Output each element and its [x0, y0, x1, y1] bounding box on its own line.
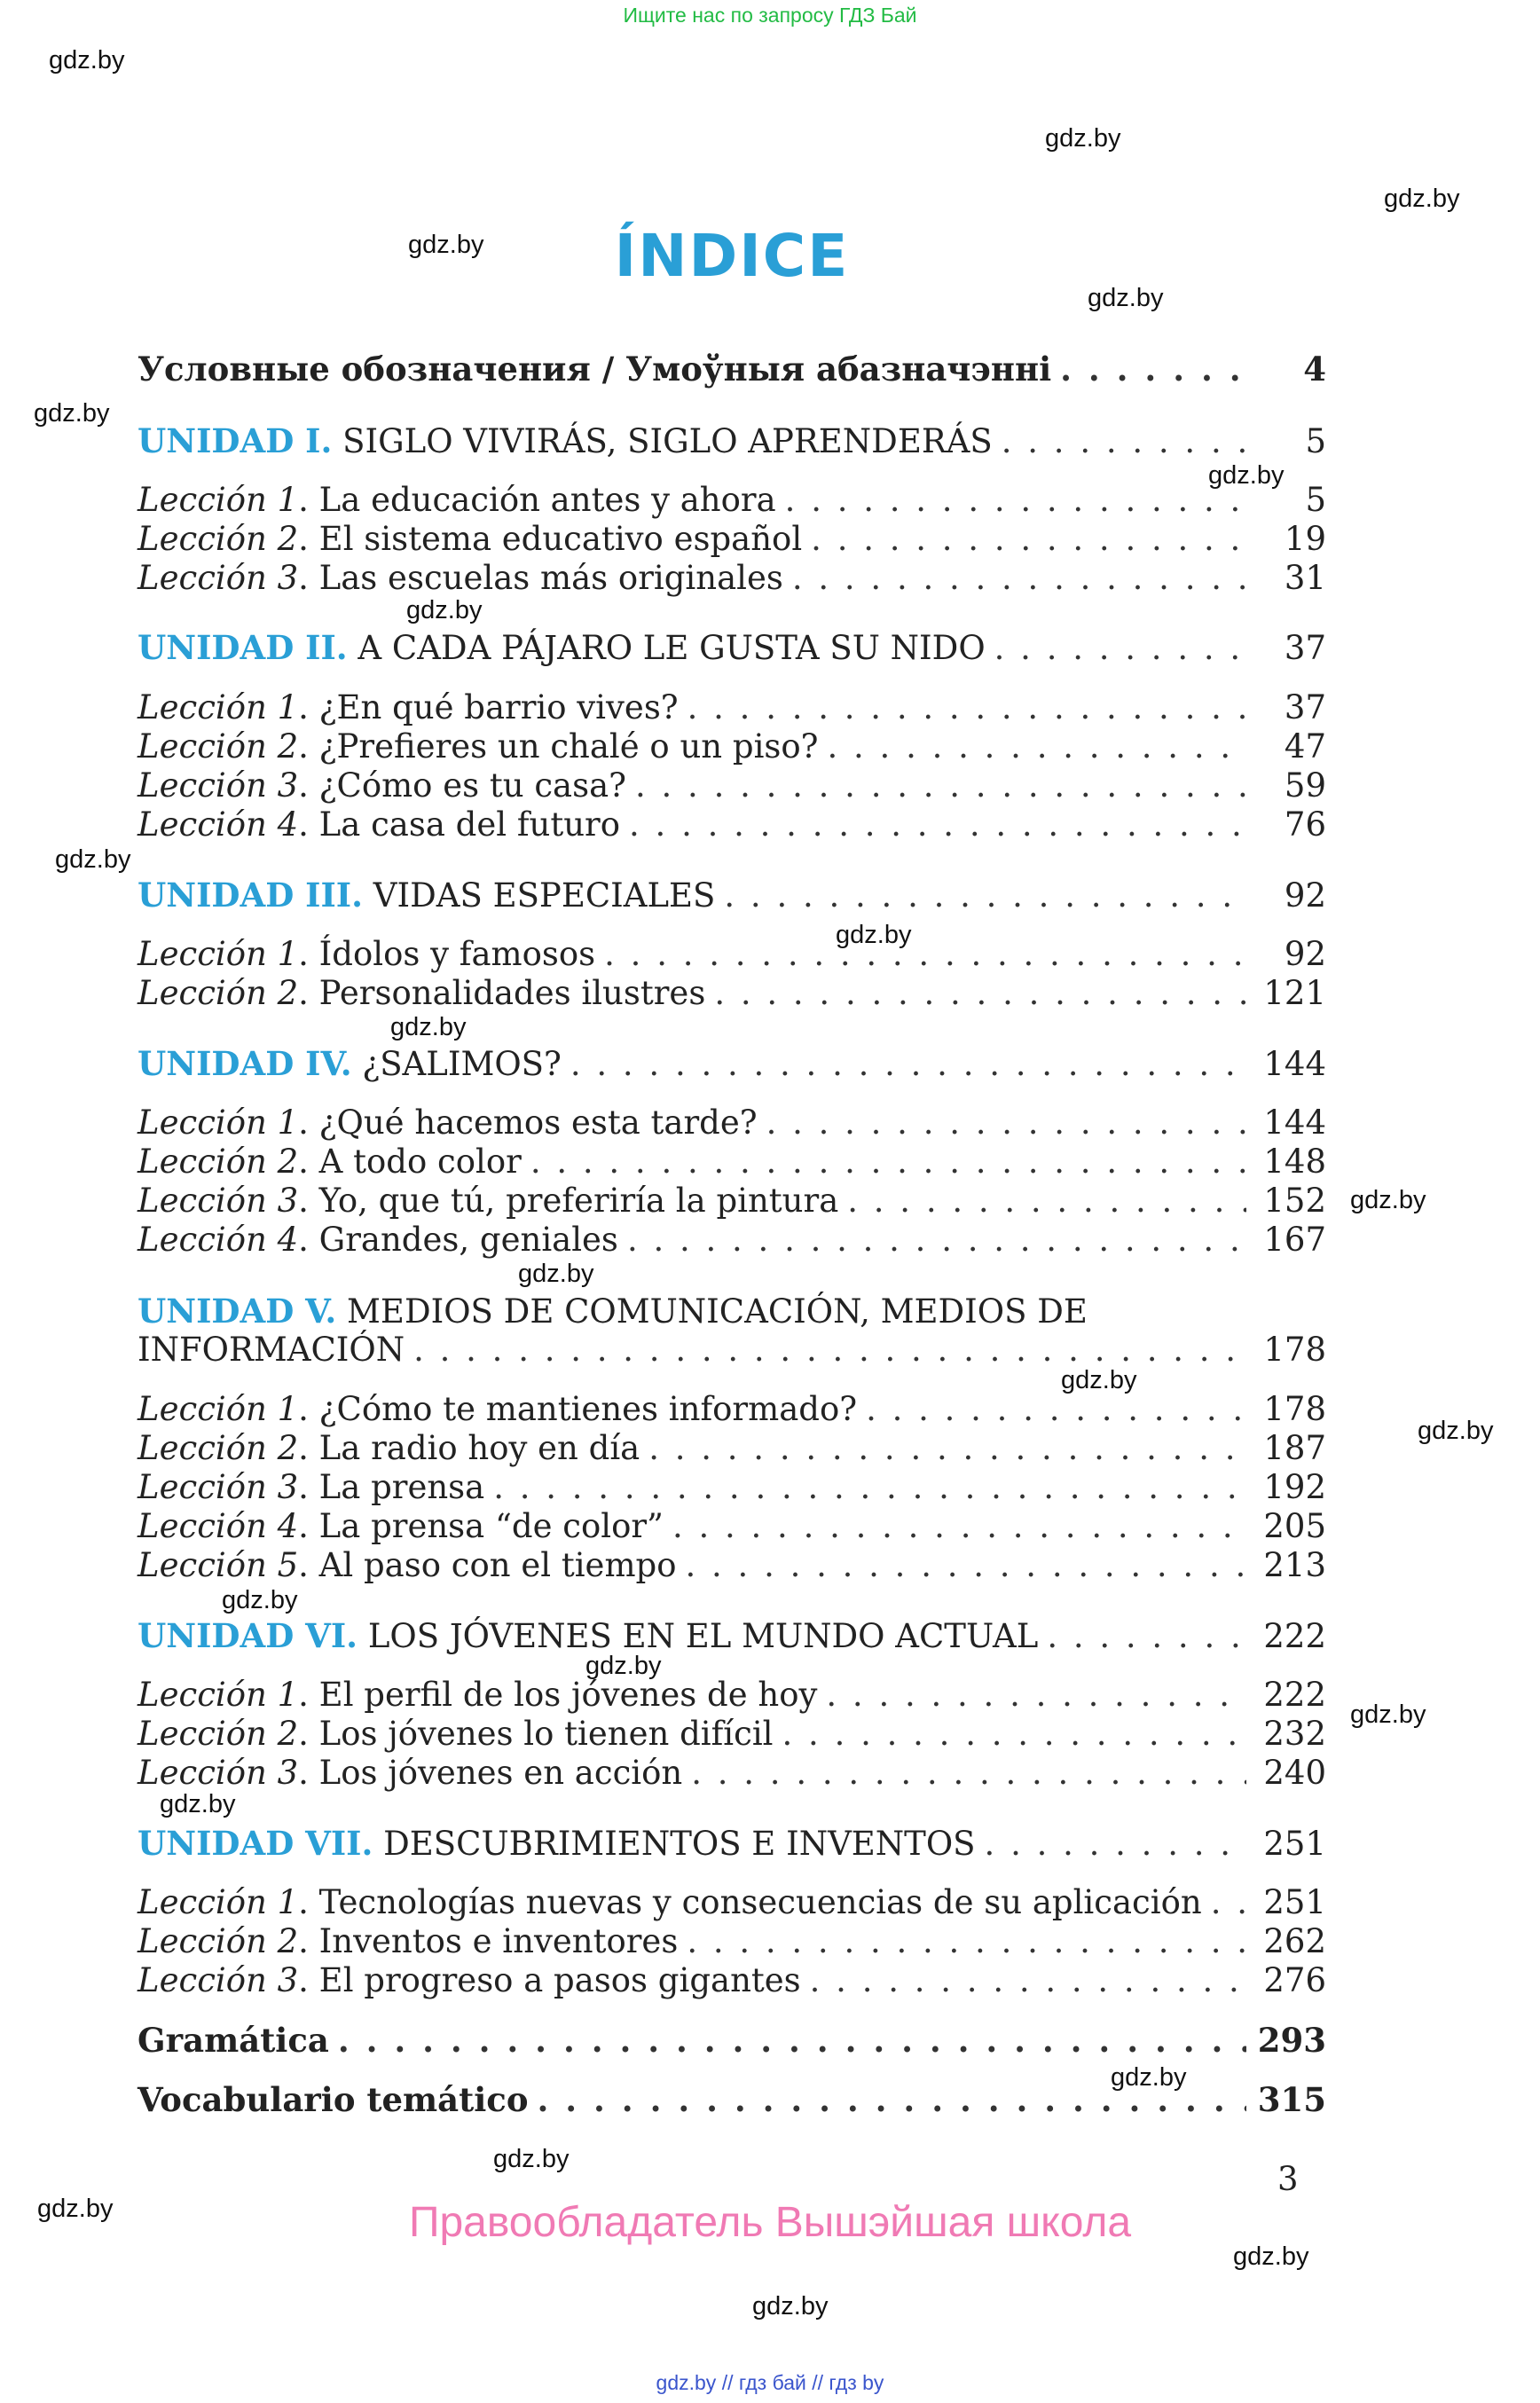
toc-row-text: [138, 1546, 677, 1585]
toc-row-text: [138, 1754, 682, 1793]
toc-row-unit: [138, 628, 1326, 667]
toc-row-text: [138, 1221, 618, 1260]
dot-leader: [994, 629, 1246, 668]
dot-leader: [1211, 1883, 1246, 1922]
dot-leader: [724, 876, 1246, 915]
watermark: gdz.by: [406, 596, 483, 624]
watermark: gdz.by: [34, 399, 110, 428]
watermark: gdz.by: [493, 2145, 570, 2173]
toc-row-lesson: [138, 1961, 1326, 2000]
watermark: gdz.by: [585, 1652, 662, 1680]
toc-row-text: [138, 1922, 678, 1961]
lesson-title: . ¿Cómo es tu casa?: [298, 766, 626, 805]
dot-leader: [627, 1221, 1246, 1260]
toc-row-text: [138, 520, 802, 559]
dot-leader: [866, 1390, 1246, 1429]
watermark: gdz.by: [49, 46, 125, 75]
toc-row-text: Gramática: [138, 2021, 329, 2060]
unit-title: MEDIOS DE COMUNICACIÓN, MEDIOS DE: [347, 1292, 1088, 1331]
dot-leader: [530, 1143, 1246, 1182]
lesson-label: Lección 4: [138, 1507, 299, 1545]
toc-row-lesson: [138, 1546, 1326, 1585]
toc-row-text: [138, 481, 776, 520]
toc-page-number: 178: [1263, 1331, 1326, 1369]
lesson-label: Lección 3: [138, 1754, 299, 1792]
lesson-label: Lección 5: [138, 1546, 299, 1584]
toc-row-lesson: [138, 520, 1326, 559]
watermark: gdz.by: [1418, 1417, 1494, 1445]
unit-title: DESCUBRIMIENTOS E INVENTOS: [383, 1825, 976, 1863]
dot-leader: [413, 1331, 1246, 1370]
toc-page-number: 251: [1263, 1883, 1326, 1921]
toc-page-number: 37: [1284, 688, 1326, 726]
lesson-title: . Al paso con el tiempo: [298, 1546, 677, 1584]
lesson-title: . ¿Cómo te mantienes informado?: [298, 1390, 858, 1428]
dot-leader: [604, 935, 1246, 974]
toc-row-unit: [138, 1044, 1326, 1083]
lesson-label: Lección 2: [138, 974, 299, 1012]
toc-page-number: 240: [1263, 1754, 1326, 1792]
toc-row-grammar: [138, 2021, 1326, 2060]
toc-page-number: 144: [1263, 1045, 1326, 1083]
toc-row-text: [138, 1715, 774, 1754]
lesson-title: . Grandes, geniales: [298, 1221, 618, 1259]
toc-row-lesson: [138, 1468, 1326, 1507]
toc-row-text: Vocabulario temático: [138, 2080, 529, 2119]
toc-row-lesson: [138, 1922, 1326, 1961]
watermark: gdz.by: [1384, 185, 1460, 213]
lesson-label: Lección 1: [138, 1390, 299, 1428]
copyright-holder: Правообладатель Вышэйшая школа: [408, 2199, 1132, 2246]
lesson-title: . ¿En qué barrio vives?: [298, 688, 679, 726]
lesson-label: Lección 2: [138, 1143, 299, 1181]
watermark: gdz.by: [1350, 1186, 1426, 1214]
toc-page-number: 262: [1263, 1922, 1326, 1960]
toc-page-number: 192: [1263, 1468, 1326, 1506]
lesson-label: Lección 3: [138, 559, 299, 597]
unit-label: UNIDAD VI.: [138, 1616, 358, 1655]
toc-row-lesson: [138, 481, 1326, 520]
toc-row-text: Условные обозначения / Умоўныя абазначэнні: [138, 349, 1052, 389]
toc-row-text: [138, 1676, 817, 1715]
toc-row-unit-heading: [138, 1292, 1088, 1331]
toc-row-text: [138, 727, 819, 766]
lesson-label: Lección 2: [138, 1715, 299, 1753]
lesson-title: . Tecnologías nuevas y consecuencias de su aplicación: [298, 1883, 1202, 1921]
lesson-title: . Ídolos y famosos: [298, 935, 596, 973]
toc-page-number: 293: [1257, 2021, 1326, 2060]
toc-page-number: 315: [1257, 2080, 1326, 2119]
watermark: gdz.by: [160, 1790, 236, 1818]
toc-row-lesson: [138, 974, 1326, 1013]
search-hint-banner: Ищите нас по запросу ГДЗ Бай: [623, 4, 917, 27]
toc-page-number: 167: [1263, 1221, 1326, 1259]
unit-label: UNIDAD IV.: [138, 1044, 352, 1083]
unit-title: ¿SALIMOS?: [362, 1045, 562, 1083]
toc-row-unit: [138, 1331, 1326, 1370]
unit-label: UNIDAD V.: [138, 1292, 337, 1331]
dot-leader: [538, 2080, 1246, 2119]
toc-page-number: 276: [1263, 1961, 1326, 1999]
toc-row-text: [138, 876, 715, 915]
toc-page-number: 121: [1263, 974, 1326, 1012]
toc-row-symbols: [138, 349, 1326, 389]
dot-leader: [847, 1182, 1246, 1221]
toc-page-number: 222: [1263, 1676, 1326, 1714]
toc-page-number: 5: [1305, 481, 1326, 519]
dot-leader: [714, 974, 1246, 1013]
lesson-label: Lección 4: [138, 805, 299, 844]
toc-row-text: [138, 1143, 522, 1182]
unit-label: UNIDAD I.: [138, 421, 333, 460]
toc-row-text: [138, 421, 993, 461]
toc-row-lesson: [138, 1429, 1326, 1468]
toc-row-lesson: [138, 1715, 1326, 1754]
dot-leader: [1060, 349, 1246, 389]
lesson-title: . ¿Qué hacemos esta tarde?: [298, 1103, 758, 1142]
watermark: gdz.by: [1088, 284, 1164, 312]
lesson-label: Lección 1: [138, 935, 299, 973]
lesson-title: . La casa del futuro: [298, 805, 621, 844]
toc-page-number: 37: [1284, 629, 1326, 667]
dot-leader: [686, 1546, 1247, 1585]
dot-leader: [828, 727, 1246, 766]
unit-label: UNIDAD III.: [138, 876, 363, 915]
toc-page-number: 4: [1303, 349, 1326, 389]
lesson-title: . El perfil de los jóvenes de hoy: [298, 1676, 818, 1714]
lesson-label: Lección 2: [138, 727, 299, 766]
dot-leader: [766, 1103, 1246, 1143]
dot-leader: [1002, 422, 1246, 461]
toc-page-number: 251: [1263, 1825, 1326, 1863]
lesson-title: . La prensa: [298, 1468, 485, 1506]
lesson-label: Lección 2: [138, 1429, 299, 1467]
toc-row-text: [138, 1103, 758, 1143]
footer-links[interactable]: gdz.by // гдз бай // гдз by: [656, 2371, 884, 2394]
watermark: gdz.by: [1233, 2242, 1309, 2271]
toc-row-lesson: [138, 1883, 1326, 1922]
toc-row-text: [138, 1182, 838, 1221]
lesson-title: . La prensa “de color”: [298, 1507, 664, 1545]
lesson-label: Lección 3: [138, 1182, 299, 1220]
lesson-title: . El progreso a pasos gigantes: [298, 1961, 801, 1999]
unit-label: UNIDAD II.: [138, 628, 348, 667]
toc-page-number: 152: [1263, 1182, 1326, 1220]
lesson-label: Lección 2: [138, 520, 299, 558]
watermark: gdz.by: [408, 231, 484, 259]
lesson-title: . Los jóvenes lo tienen difícil: [298, 1715, 774, 1753]
lesson-label: Lección 3: [138, 1468, 299, 1506]
toc-row-text: [138, 935, 595, 974]
toc-row-unit: [138, 876, 1326, 915]
toc-row-unit: [138, 1824, 1326, 1863]
lesson-label: Lección 1: [138, 1676, 299, 1714]
watermark: gdz.by: [222, 1586, 298, 1614]
dot-leader: [672, 1507, 1246, 1546]
watermark: gdz.by: [836, 921, 912, 949]
dot-leader: [810, 1961, 1246, 2000]
toc-row-text: [138, 1044, 562, 1084]
dot-leader: [691, 1754, 1246, 1793]
toc-page-number: 31: [1284, 559, 1326, 597]
lesson-label: Lección 4: [138, 1221, 299, 1259]
toc-row-lesson: [138, 727, 1326, 766]
lesson-title: . Personalidades ilustres: [298, 974, 706, 1012]
toc-row-lesson: [138, 766, 1326, 805]
toc-row-text: [138, 1507, 664, 1546]
toc-row-text: [138, 1824, 976, 1864]
toc-row-unit: [138, 421, 1326, 460]
watermark: gdz.by: [390, 1013, 467, 1041]
watermark: gdz.by: [518, 1260, 594, 1288]
lesson-label: Lección 3: [138, 1961, 299, 1999]
toc-row-lesson: [138, 1754, 1326, 1793]
dot-leader: [1047, 1617, 1246, 1656]
toc-row-lesson: [138, 1103, 1326, 1143]
toc-row-lesson: [138, 688, 1326, 727]
lesson-label: Lección 1: [138, 688, 299, 726]
toc-page-number: 5: [1305, 422, 1326, 460]
dot-leader: [785, 481, 1246, 520]
toc-row-lesson: [138, 1676, 1326, 1715]
dot-leader: [687, 1922, 1246, 1961]
toc-page-number: 59: [1284, 766, 1326, 805]
dot-leader: [493, 1468, 1246, 1507]
dot-leader: [635, 766, 1246, 805]
lesson-label: Lección 1: [138, 1883, 299, 1921]
toc-page-number: 92: [1284, 935, 1326, 973]
toc-page-number: 92: [1284, 876, 1326, 915]
toc-row-text: [138, 1883, 1202, 1922]
toc-row-text: [138, 1961, 801, 2000]
page-number: 3: [1277, 2160, 1299, 2198]
unit-label: UNIDAD VII.: [138, 1824, 373, 1863]
toc-row-text: [138, 1429, 640, 1468]
dot-leader: [629, 805, 1246, 844]
dot-leader: [688, 688, 1246, 727]
toc-row-lesson: [138, 805, 1326, 844]
toc-row-lesson: [138, 559, 1326, 598]
watermark: gdz.by: [1061, 1366, 1137, 1394]
watermark: gdz.by: [1208, 461, 1285, 490]
unit-title: VIDAS ESPECIALES: [373, 876, 716, 915]
dot-leader: [811, 520, 1246, 559]
toc-page-number: 148: [1263, 1143, 1326, 1181]
dot-leader: [826, 1676, 1246, 1715]
dot-leader: [792, 559, 1246, 598]
toc-page-number: 76: [1284, 805, 1326, 844]
toc-row-vocabulary: [138, 2080, 1326, 2119]
toc-row-text: [138, 1616, 1038, 1656]
dot-leader: [985, 1825, 1246, 1864]
toc-row-lesson: [138, 1182, 1326, 1221]
watermark: gdz.by: [37, 2195, 114, 2223]
toc-row-text: [138, 1390, 857, 1429]
lesson-title: . Yo, que tú, preferiría la pintura: [298, 1182, 839, 1220]
toc-page-number: 205: [1263, 1507, 1326, 1545]
toc-page-number: 187: [1263, 1429, 1326, 1467]
toc-row-text: [138, 1468, 484, 1507]
toc-row-unit: [138, 1616, 1326, 1655]
toc-page-number: 232: [1263, 1715, 1326, 1753]
toc-row-lesson: [138, 1143, 1326, 1182]
lesson-title: . El sistema educativo español: [298, 520, 803, 558]
watermark: gdz.by: [752, 2292, 829, 2321]
toc-row-text: [138, 766, 626, 805]
lesson-label: Lección 2: [138, 1922, 299, 1960]
unit-title: SIGLO VIVIRÁS, SIGLO APRENDERÁS: [342, 422, 993, 460]
toc-row-lesson: [138, 935, 1326, 974]
lesson-label: Lección 1: [138, 1103, 299, 1142]
lesson-title: . Las escuelas más originales: [298, 559, 783, 597]
lesson-title: . ¿Prefieres un chalé o un piso?: [298, 727, 819, 766]
watermark: gdz.by: [1350, 1700, 1426, 1729]
page-title: ÍNDICE: [614, 222, 850, 290]
toc-page-number: 144: [1263, 1103, 1326, 1142]
dot-leader: [338, 2021, 1246, 2060]
toc-row-lesson: [138, 1221, 1326, 1260]
unit-title: LOS JÓVENES EN EL MUNDO ACTUAL: [367, 1617, 1039, 1655]
watermark: gdz.by: [55, 845, 131, 874]
dot-leader: [648, 1429, 1246, 1468]
lesson-title: . La radio hoy en día: [298, 1429, 640, 1467]
toc-row-text: [138, 974, 705, 1013]
toc-row-text: [138, 688, 679, 727]
toc-row-text: [138, 805, 620, 844]
toc-row-lesson: [138, 1390, 1326, 1429]
lesson-label: Lección 3: [138, 766, 299, 805]
dot-leader: [782, 1715, 1246, 1754]
toc-row-text: [138, 559, 783, 598]
lesson-title: . La educación antes y ahora: [298, 481, 776, 519]
lesson-title: . Inventos e inventores: [298, 1922, 679, 1960]
watermark: gdz.by: [1045, 124, 1121, 153]
toc-row-lesson: [138, 1507, 1326, 1546]
unit-title-continued: INFORMACIÓN: [138, 1331, 405, 1369]
dot-leader: [570, 1045, 1246, 1084]
lesson-title: . Los jóvenes en acción: [298, 1754, 683, 1792]
toc-page-number: 213: [1263, 1546, 1326, 1584]
toc-page-number: 47: [1284, 727, 1326, 766]
unit-title: A CADA PÁJARO LE GUSTA SU NIDO: [358, 629, 986, 667]
toc-page-number: 222: [1263, 1617, 1326, 1655]
toc-page-number: 19: [1284, 520, 1326, 558]
toc-row-text: [138, 628, 986, 668]
lesson-label: Lección 1: [138, 481, 299, 519]
lesson-title: . A todo color: [298, 1143, 522, 1181]
watermark: gdz.by: [1111, 2063, 1187, 2092]
toc-page-number: 178: [1263, 1390, 1326, 1428]
